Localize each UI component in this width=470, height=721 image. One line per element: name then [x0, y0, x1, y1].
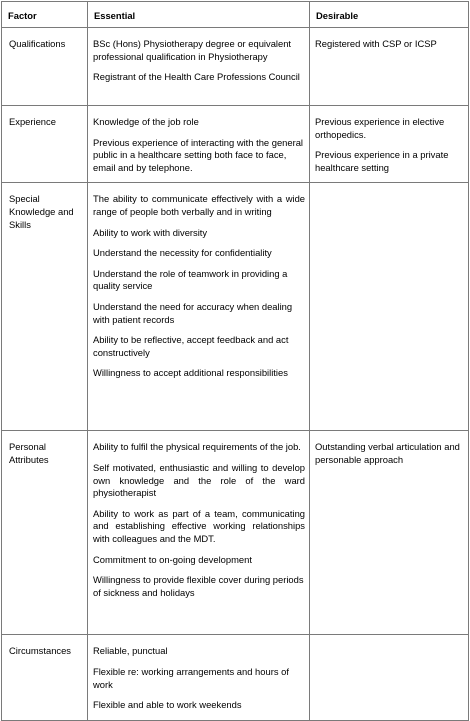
header-essential: Essential: [88, 2, 310, 28]
essential-cell: [88, 183, 310, 431]
essential-item: Knowledge of the job role: [93, 116, 199, 127]
essential-item: Self motivated, enthusiastic and willing to develop own knowledge and the role of the ward physiotherapist: [93, 461, 305, 499]
factor-cell: Qualifications: [2, 28, 88, 106]
person-specification-table: [1, 1, 469, 721]
essential-cell: [88, 431, 310, 635]
essential-item: Previous experience of interacting with the general public in a healthcare setting both face to face, email and by telephone.: [93, 136, 304, 173]
desirable-cell: [310, 431, 469, 635]
essential-item: Ability to fulfil the physical requirements of the job.: [93, 441, 301, 453]
essential-item: Flexible re: working arrangements and hours of work: [93, 665, 289, 690]
header-desirable: Desirable: [310, 2, 469, 28]
essential-item: BSc (Hons) Physiotherapy degree or equivalent professional qualification in Physiotherapy: [93, 38, 292, 62]
table-row: [2, 183, 469, 431]
desirable-cell: [310, 106, 469, 183]
essential-item: The ability to communicate effectively with a wide range of people both verbally and in writing: [93, 193, 305, 217]
header-factor: Factor: [2, 2, 88, 28]
table-row: [2, 635, 469, 720]
essential-item: Flexible and able to work weekends: [93, 699, 242, 711]
table-row: [2, 106, 469, 183]
essential-item: Understand the need for accuracy when dealing with patient records: [93, 300, 293, 325]
essential-item: Commitment to on-going development: [93, 553, 252, 565]
desirable-item: Registered with CSP or ICSP: [315, 38, 437, 49]
desirable-cell: [310, 183, 469, 431]
table-row: [2, 28, 469, 106]
desirable-cell: [310, 635, 469, 720]
desirable-item: Previous experience in a private healthcare setting: [315, 149, 449, 173]
factor-cell: Personal Attributes: [2, 431, 88, 635]
table-row: [2, 431, 469, 635]
essential-item: Willingness to provide flexible cover during periods of sickness and holidays: [93, 574, 304, 598]
factor-cell: Special Knowledge and Skills: [2, 183, 88, 431]
essential-item: Willingness to accept additional responsibilities: [93, 367, 288, 379]
essential-item: Registrant of the Health Care Professions Council: [93, 71, 300, 83]
essential-item: Ability to work with diversity: [93, 226, 208, 238]
desirable-item: Previous experience in elective orthopedics.: [315, 116, 445, 140]
factor-cell: Circumstances: [2, 635, 88, 720]
desirable-item: Outstanding verbal articulation and personable approach: [315, 441, 460, 465]
essential-cell: [88, 106, 310, 183]
essential-item: Ability to work as part of a team, communicating and establishing effective working relationships with colleagues and the MDT.: [93, 507, 305, 544]
essential-item: Understand the role of teamwork in providing a quality service: [93, 267, 288, 292]
essential-cell: [88, 635, 310, 720]
essential-item: Reliable, punctual: [93, 645, 168, 657]
essential-item: Understand the necessity for confidentiality: [93, 247, 272, 259]
factor-cell: Experience: [2, 106, 88, 183]
header-row: [2, 2, 469, 28]
essential-item: Ability to be reflective, accept feedback and act constructively: [93, 334, 289, 358]
desirable-cell: [310, 28, 469, 106]
essential-cell: [88, 28, 310, 106]
